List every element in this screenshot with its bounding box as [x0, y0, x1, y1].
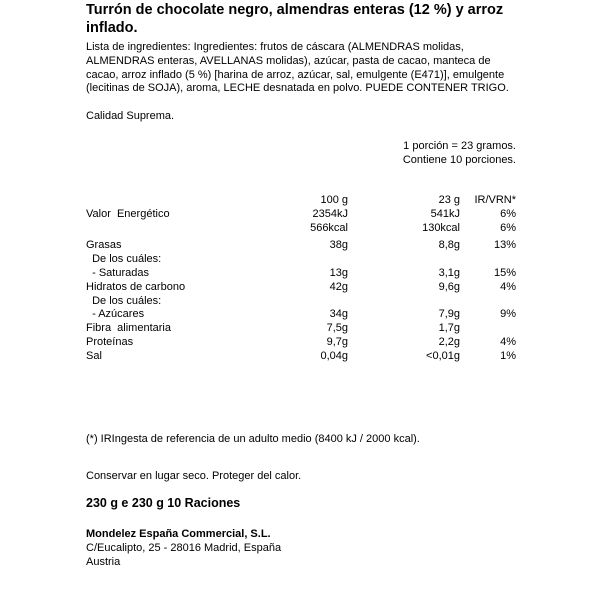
nutrient-label: Hidratos de carbono [86, 280, 186, 293]
value-per-23g: 541kJ [430, 207, 460, 220]
value-per-100g: 566kcal [310, 221, 348, 234]
nutrition-row [86, 208, 526, 222]
nutrition-header-row [86, 194, 526, 208]
nutrition-row [86, 253, 526, 267]
company-info [86, 527, 281, 569]
nutrient-label: Proteínas [86, 335, 134, 348]
nutrition-row [86, 322, 526, 336]
product-title: Turrón de chocolate negro, almendras enteras (12 %) y arroz inflado. [86, 2, 504, 36]
value-per-100g: 13g [329, 266, 348, 279]
nutrient-label: Valor Energético [86, 207, 170, 220]
nutrient-label: Grasas [86, 239, 122, 252]
value-ir: 6% [500, 207, 516, 220]
value-per-23g: 1,7g [438, 322, 460, 335]
value-per-23g: 8,8g [438, 239, 460, 252]
value-per-100g: 34g [329, 308, 348, 321]
nutrient-label: De los cuáles: [86, 294, 162, 307]
value-per-23g: 2,2g [438, 335, 460, 348]
storage-instructions: Conservar en lugar seco. Proteger del calor. [86, 470, 302, 482]
value-per-23g: 130kcal [422, 221, 460, 234]
value-per-100g: 0,04g [320, 349, 348, 362]
company-country: Austria [86, 556, 121, 568]
header-per-23g: 23 g [438, 194, 460, 206]
nutrition-row [86, 239, 526, 253]
nutrient-label: - Azúcares [86, 308, 145, 321]
nutrition-row [86, 336, 526, 350]
value-per-23g: 9,6g [438, 280, 460, 293]
value-per-23g: <0,01g [426, 349, 460, 362]
nutrition-row [86, 222, 526, 236]
portion-count: Contiene 10 porciones. [402, 154, 516, 166]
nutrition-row [86, 295, 526, 309]
portion-size: 1 porción = 23 gramos. [403, 140, 516, 152]
nutrition-row [86, 308, 526, 322]
value-ir: 4% [500, 280, 516, 293]
value-per-100g: 7,5g [326, 322, 348, 335]
nutrition-row [86, 281, 526, 295]
nutrient-label: De los cuáles: [86, 253, 162, 266]
company-address: C/Eucalipto, 25 - 28016 Madrid, España [86, 542, 282, 554]
nutrient-label: Fibra alimentaria [86, 322, 171, 335]
nutrition-row [86, 267, 526, 281]
quality-note: Calidad Suprema. [86, 110, 175, 122]
value-ir: 6% [500, 221, 516, 234]
footnote: (*) IRIngesta de referencia de un adulto medio (8400 kJ / 2000 kcal). [86, 433, 420, 445]
nutrient-label: Sal [86, 349, 102, 362]
value-per-100g: 2354kJ [312, 207, 348, 220]
net-weight: 230 g e 230 g 10 Raciones [86, 496, 241, 510]
value-ir: 15% [493, 266, 516, 279]
nutrition-row [86, 350, 526, 364]
value-ir: 9% [500, 308, 516, 321]
nutrition-table [86, 194, 526, 364]
value-per-100g: 9,7g [326, 335, 348, 348]
value-per-23g: 3,1g [438, 266, 460, 279]
header-ir: IR/VRN* [474, 194, 516, 206]
value-per-23g: 7,9g [438, 308, 460, 321]
value-per-100g: 38g [329, 239, 348, 252]
value-ir: 13% [493, 239, 516, 252]
nutrient-label: - Saturadas [86, 266, 149, 279]
ingredients-list: Lista de ingredientes: Ingredientes: frutos de cáscara (ALMENDRAS molidas, ALMENDRAS enteras, AVELLANAS molidas), azúcar, pasta de cacao, manteca de cacao, arroz inflado (5 %) [harina de arroz, azúcar, sal, emulgente (E471)], emulgente (lecitinas de SOJA), aroma, LECHE desnatada en polvo. PUEDE CONTENER TRIGO. [86, 41, 509, 95]
company-name: Mondelez España Commercial, S.L. [86, 528, 271, 540]
header-per-100g: 100 g [320, 194, 348, 206]
value-per-100g: 42g [329, 280, 348, 293]
value-ir: 1% [500, 349, 516, 362]
value-ir: 4% [500, 335, 516, 348]
